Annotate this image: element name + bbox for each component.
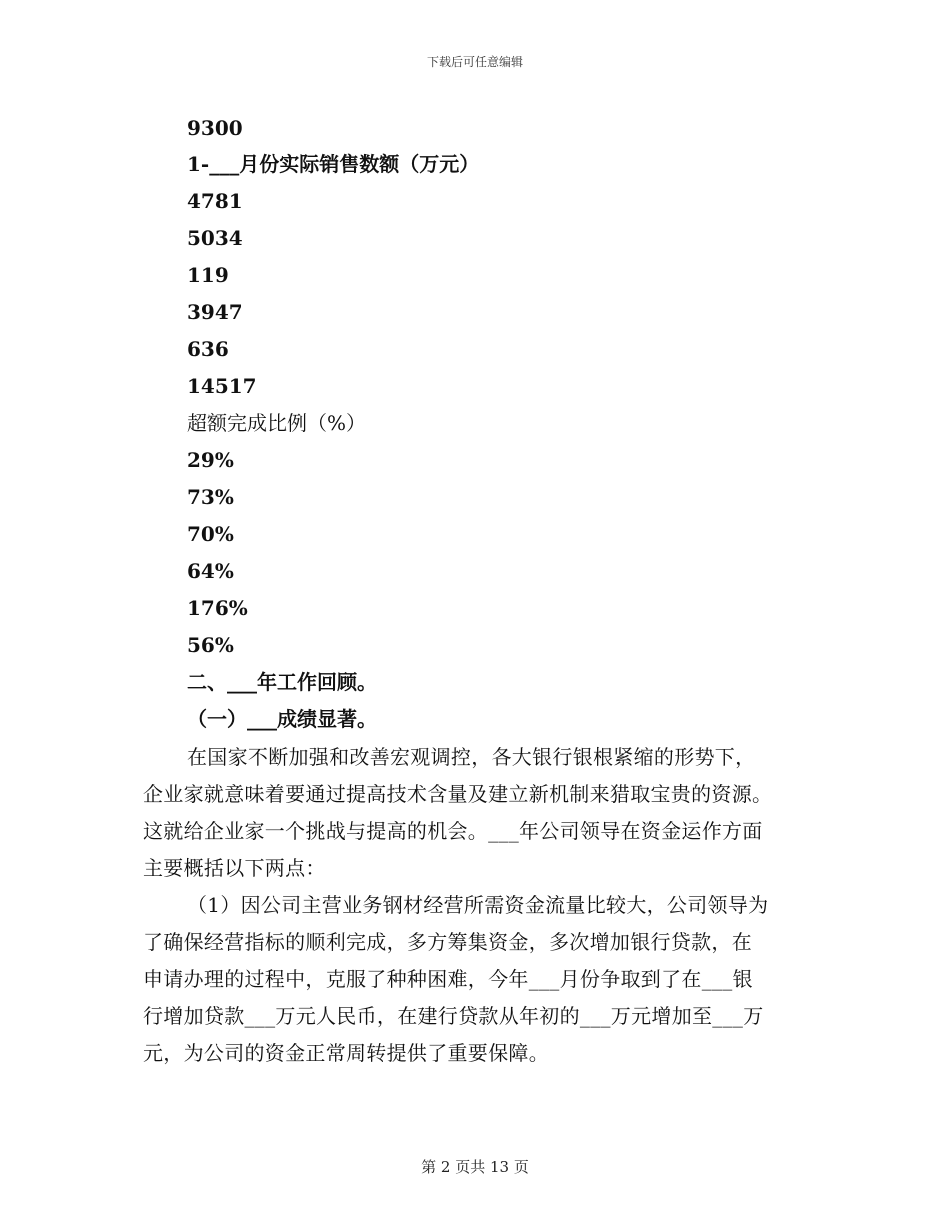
- heading-sales: 1-___月份实际销售数额（万元）: [187, 152, 480, 176]
- ratio-value: 64%: [187, 559, 234, 583]
- ratio-value: 56%: [187, 633, 234, 657]
- sales-value: 4781: [187, 189, 243, 213]
- paragraph-line: 行增加贷款___万元人民币，在建行贷款从年初的___万元增加至___万: [143, 1004, 764, 1028]
- ratio-value: 29%: [187, 448, 234, 472]
- paragraph-line: （1）因公司主营业务钢材经营所需资金流量比较大，公司领导为: [187, 893, 769, 917]
- subsection-heading: （一）___成绩显著。: [187, 707, 377, 731]
- section-heading: 二、___年工作回顾。: [187, 670, 377, 694]
- heading-ratio: 超额完成比例（%）: [187, 411, 367, 435]
- ratio-value: 176%: [187, 596, 248, 620]
- sales-value: 3947: [187, 300, 243, 324]
- sales-value: 14517: [187, 374, 257, 398]
- sales-value: 636: [187, 337, 229, 361]
- page-footer: 第 2 页共 13 页: [421, 1158, 529, 1176]
- ratio-value: 73%: [187, 485, 234, 509]
- paragraph-line: 了确保经营指标的顺利完成，多方筹集资金，多次增加银行贷款，在: [143, 930, 752, 954]
- paragraph-line: 这就给企业家一个挑战与提高的机会。___年公司领导在资金运作方面: [143, 819, 763, 843]
- paragraph-line: 企业家就意味着要通过提高技术含量及建立新机制来猎取宝贵的资源。: [143, 782, 773, 806]
- sales-value: 5034: [187, 226, 243, 250]
- sales-value: 119: [187, 263, 229, 287]
- paragraph-line: 申请办理的过程中，克服了种种困难，今年___月份争取到了在___银: [143, 967, 753, 991]
- paragraph-line: 主要概括以下两点：: [143, 856, 326, 880]
- paragraph-line: 在国家不断加强和改善宏观调控，各大银行银根紧缩的形势下，: [187, 745, 756, 769]
- page-header: 下载后可任意编辑: [426, 55, 523, 69]
- ratio-value: 70%: [187, 522, 234, 546]
- paragraph-line: 元，为公司的资金正常周转提供了重要保障。: [143, 1041, 549, 1065]
- value-9300: 9300: [187, 116, 243, 140]
